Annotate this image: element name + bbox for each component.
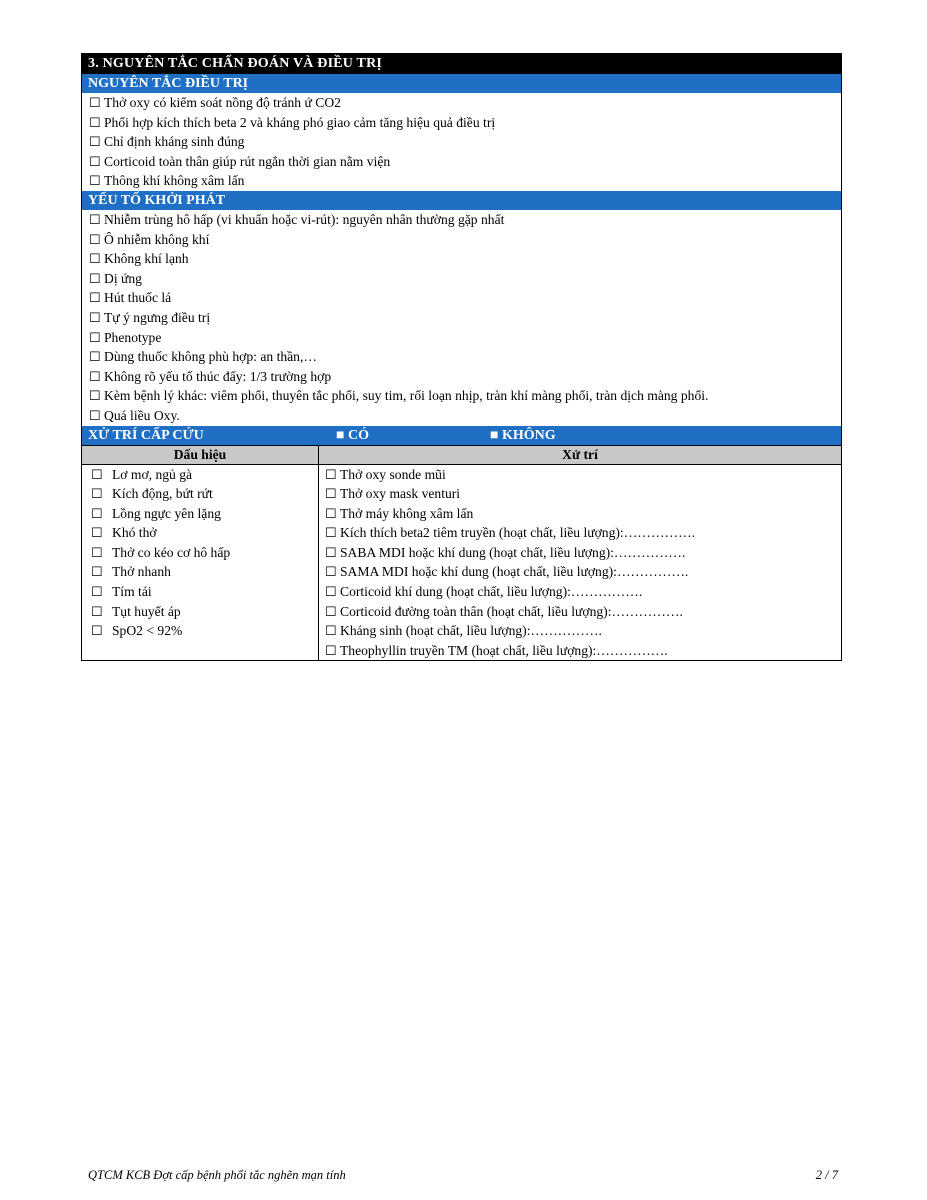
triggers-header: YẾU TỐ KHỞI PHÁT (82, 191, 841, 210)
sign-item (91, 602, 318, 622)
checkbox[interactable]: ☐ (89, 388, 101, 404)
management-item (325, 602, 841, 622)
sign-item (91, 543, 318, 563)
option-no-bullet: ■ (490, 427, 499, 443)
checkbox[interactable]: ☐ (89, 290, 101, 306)
trigger-item-label: Quá liều Oxy. (104, 407, 180, 423)
treatment-principle-item (89, 93, 837, 113)
trigger-item (89, 230, 837, 250)
checkbox[interactable]: ☐ (325, 642, 337, 658)
emergency-header (82, 426, 841, 445)
trigger-item (89, 367, 837, 387)
checkbox[interactable]: ☐ (89, 153, 101, 169)
management-item (325, 465, 841, 485)
emergency-table-header (82, 445, 841, 465)
trigger-item (89, 210, 837, 230)
trigger-item (89, 288, 837, 308)
option-no-label: KHÔNG (501, 427, 556, 443)
management-item-label: Theophyllin truyền TM (hoạt chất, liều lượng):……………. (340, 642, 668, 658)
checkbox[interactable]: ☐ (89, 231, 101, 247)
management-column (319, 465, 841, 661)
management-item-label: Kháng sinh (hoạt chất, liều lượng):……………. (340, 623, 602, 639)
trigger-item (89, 308, 837, 328)
footer-page-number: 2 / 7 (815, 1168, 838, 1182)
checkbox[interactable]: ☐ (89, 270, 101, 286)
management-item (325, 523, 841, 543)
checkbox[interactable]: ☐ (325, 544, 337, 560)
management-item-label: SAMA MDI hoặc khí dung (hoạt chất, liều lượng):……………. (340, 564, 689, 580)
sign-item-label: Thở nhanh (112, 564, 171, 580)
option-yes-bullet: ■ (336, 427, 345, 443)
checkbox[interactable]: ☐ (89, 251, 101, 267)
trigger-item-label: Phenotype (104, 329, 162, 345)
checkbox[interactable]: ☐ (325, 505, 337, 521)
footer-document-title: QTCM KCB Đợt cấp bệnh phổi tắc nghẽn mạn tính (88, 1168, 346, 1182)
checkbox[interactable]: ☐ (325, 623, 337, 639)
checkbox[interactable]: ☐ (91, 564, 103, 580)
checkbox[interactable]: ☐ (325, 603, 337, 619)
checkbox[interactable]: ☐ (325, 525, 337, 541)
management-item (325, 543, 841, 563)
checkbox[interactable]: ☐ (325, 584, 337, 600)
col-management-header: Xử trí (562, 446, 598, 462)
checkbox[interactable]: ☐ (91, 584, 103, 600)
management-item-label: Corticoid đường toàn thân (hoạt chất, liều lượng):……………. (340, 603, 683, 619)
management-item-label: Kích thích beta2 tiêm truyền (hoạt chất, liều lượng):……………. (340, 525, 696, 541)
checkbox[interactable]: ☐ (91, 505, 103, 521)
management-item (325, 504, 841, 524)
checkbox[interactable]: ☐ (325, 564, 337, 580)
checkbox[interactable]: ☐ (91, 623, 103, 639)
option-yes[interactable] (336, 426, 369, 445)
option-yes-label: CÓ (347, 427, 369, 443)
trigger-item (89, 386, 837, 406)
treatment-principle-item-label: Thở oxy có kiểm soát nồng độ tránh ứ CO2 (104, 95, 341, 110)
sign-item (91, 523, 318, 543)
option-no[interactable] (490, 426, 556, 445)
signs-column (82, 465, 319, 661)
sign-item (91, 562, 318, 582)
trigger-item (89, 406, 837, 426)
checkbox[interactable]: ☐ (89, 349, 101, 365)
checkbox[interactable]: ☐ (89, 309, 101, 325)
sign-item-label: Khó thở (112, 525, 157, 541)
sign-item (91, 621, 318, 641)
checkbox[interactable]: ☐ (91, 466, 103, 482)
checkbox[interactable]: ☐ (89, 173, 101, 189)
treatment-form (81, 53, 842, 661)
trigger-item-label: Tự ý ngưng điều trị (104, 309, 211, 325)
checkbox[interactable]: ☐ (325, 466, 337, 482)
sign-item (91, 504, 318, 524)
checkbox[interactable]: ☐ (89, 95, 101, 110)
checkbox[interactable]: ☐ (89, 114, 101, 130)
sign-item-label: Lơ mơ, ngủ gà (112, 466, 193, 482)
treatment-principle-item-label: Corticoid toàn thân giúp rút ngắn thời gian nằm viện (104, 153, 391, 169)
checkbox[interactable]: ☐ (89, 368, 101, 384)
management-item (325, 641, 841, 661)
treatment-principle-item-label: Phối hợp kích thích beta 2 và kháng phó giao cảm tăng hiệu quả điều trị (104, 114, 496, 130)
sign-item-label: Thở co kéo cơ hô hấp (112, 544, 231, 560)
sign-item-label: Kích động, bứt rứt (112, 486, 213, 502)
col-signs-header: Dấu hiệu (82, 446, 319, 464)
management-item-label: SABA MDI hoặc khí dung (hoạt chất, liều lượng):……………. (340, 544, 686, 560)
sign-item (91, 582, 318, 602)
emergency-header-label: XỬ TRÍ CẤP CỨU (88, 427, 204, 443)
trigger-item-label: Ô nhiễm không khí (104, 231, 210, 247)
checkbox[interactable]: ☐ (89, 329, 101, 345)
checkbox[interactable]: ☐ (91, 486, 103, 502)
treatment-principle-item (89, 132, 837, 152)
sign-item-label: Tím tái (112, 584, 152, 600)
checkbox[interactable]: ☐ (91, 544, 103, 560)
treatment-principle-item (89, 152, 837, 172)
trigger-item-label: Dùng thuốc không phù hợp: an thần,… (104, 349, 317, 365)
checkbox[interactable]: ☐ (91, 603, 103, 619)
treatment-principle-item (89, 171, 837, 191)
checkbox[interactable]: ☐ (89, 211, 101, 227)
management-item (325, 621, 841, 641)
sign-item (91, 484, 318, 504)
sign-item-label: SpO2 < 92% (112, 623, 183, 639)
trigger-item-label: Không rõ yếu tố thúc đẩy: 1/3 trường hợp (104, 368, 332, 384)
sign-item-label: Tụt huyết áp (112, 603, 181, 619)
triggers-list (82, 210, 841, 426)
checkbox[interactable]: ☐ (325, 486, 337, 502)
trigger-item (89, 249, 837, 269)
checkbox[interactable]: ☐ (91, 525, 103, 541)
trigger-item-label: Không khí lạnh (104, 251, 189, 267)
emergency-table (82, 465, 841, 661)
treatment-principles-header: NGUYÊN TẮC ĐIỀU TRỊ (82, 74, 841, 93)
management-item-label: Thở oxy sonde mũi (340, 466, 446, 482)
management-item (325, 484, 841, 504)
trigger-item (89, 347, 837, 367)
sign-item (91, 465, 318, 485)
section-title: 3. NGUYÊN TẮC CHẨN ĐOÁN VÀ ĐIỀU TRỊ (82, 54, 841, 74)
management-item-label: Thở oxy mask venturi (340, 486, 461, 502)
checkbox[interactable]: ☐ (89, 134, 101, 150)
management-item-label: Thở máy không xâm lấn (340, 505, 474, 521)
treatment-principle-item (89, 113, 837, 133)
trigger-item (89, 328, 837, 348)
checkbox[interactable]: ☐ (89, 407, 101, 423)
treatment-principle-item-label: Chỉ định kháng sinh đúng (104, 134, 245, 150)
trigger-item-label: Dị ứng (104, 270, 142, 286)
management-item-label: Corticoid khí dung (hoạt chất, liều lượng):……………. (340, 584, 643, 600)
trigger-item-label: Nhiễm trùng hô hấp (vi khuẩn hoặc vi-rút): nguyên nhân thường gặp nhất (104, 211, 505, 227)
management-item (325, 562, 841, 582)
trigger-item (89, 269, 837, 289)
sign-item-label: Lồng ngực yên lặng (112, 505, 221, 521)
treatment-principles-list (82, 93, 841, 191)
management-item (325, 582, 841, 602)
trigger-item-label: Hút thuốc lá (104, 290, 172, 306)
trigger-item-label: Kèm bệnh lý khác: viêm phổi, thuyên tắc phổi, suy tim, rối loạn nhịp, tràn khí màng phổi, tràn dịch màng phổi. (104, 388, 709, 404)
treatment-principle-item-label: Thông khí không xâm lấn (104, 173, 245, 189)
